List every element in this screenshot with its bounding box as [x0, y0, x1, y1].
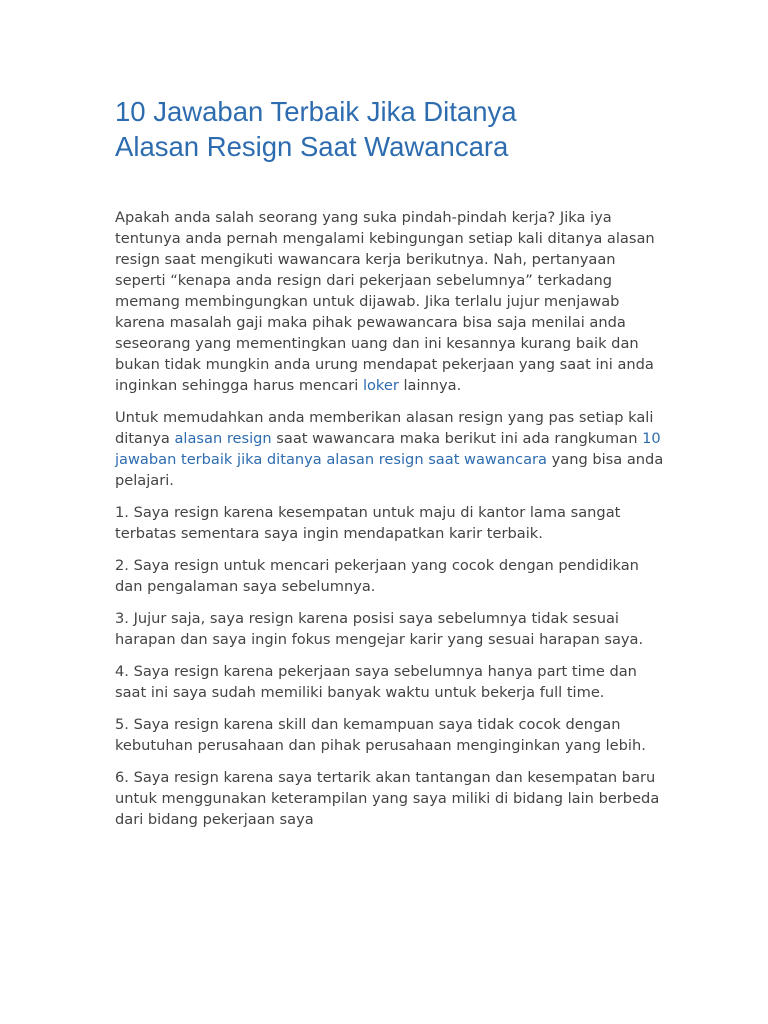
- list-item-1: 1. Saya resign karena kesempatan untuk maju di kantor lama sangat terbatas sementara saya ingin mendapatkan karir terbaik.: [115, 504, 621, 542]
- summary-text-1: Untuk memudahkan anda memberikan alasan resign yang pas setiap kali ditanya: [115, 409, 654, 447]
- intro-text-end: lainnya.: [398, 377, 462, 394]
- page-title: [115, 94, 675, 164]
- summary-paragraph: [115, 407, 665, 491]
- title-line-2: Alasan Resign Saat Wawancara: [115, 131, 509, 162]
- alasan-resign-link[interactable]: alasan resign: [174, 430, 272, 447]
- list-item-5: 5. Saya resign karena skill dan kemampuan saya tidak cocok dengan kebutuhan perusahaan dan pihak perusahaan menginginkan yang lebih.: [115, 716, 646, 754]
- article-body: [115, 207, 665, 841]
- jawaban-terbaik-link[interactable]: 10 jawaban terbaik jika ditanya alasan resign saat wawancara: [115, 430, 661, 468]
- list-item-4: 4. Saya resign karena pekerjaan saya sebelumnya hanya part time dan saat ini saya sudah memiliki banyak waktu untuk bekerja full time.: [115, 663, 637, 701]
- summary-text-3: yang bisa anda pelajari.: [115, 451, 664, 489]
- intro-paragraph: [115, 207, 665, 396]
- list-item-2: 2. Saya resign untuk mencari pekerjaan yang cocok dengan pendidikan dan pengalaman saya sebelumnya.: [115, 557, 639, 595]
- title-line-1: 10 Jawaban Terbaik Jika Ditanya: [115, 96, 517, 127]
- list-item-3: 3. Jujur saja, saya resign karena posisi saya sebelumnya tidak sesuai harapan dan saya ingin fokus mengejar karir yang sesuai harapan saya.: [115, 610, 644, 648]
- list-item-6: 6. Saya resign karena saya tertarik akan tantangan dan kesempatan baru untuk menggunakan keterampilan yang saya miliki di bidang lain berbeda dari bidang pekerjaan saya: [115, 769, 660, 828]
- summary-text-2: saat wawancara maka berikut ini ada rangkuman: [271, 430, 643, 447]
- loker-link[interactable]: loker: [362, 377, 399, 394]
- intro-text: Apakah anda salah seorang yang suka pindah-pindah kerja? Jika iya tentunya anda pernah mengalami kebingungan setiap kali ditanya alasan resign saat mengikuti wawancara kerja berikutnya. Nah, pertanyaan seperti “kenapa anda resign dari pekerjaan sebelumnya” terkadang memang membingungkan untuk dijawab. Jika terlalu jujur menjawab karena masalah gaji maka pihak pewawancara bisa saja menilai anda seseorang yang mementingkan uang dan ini kesannya kurang baik dan bukan tidak mungkin anda urung mendapat pekerjaan yang saat ini anda inginkan sehingga harus mencari: [115, 209, 655, 394]
